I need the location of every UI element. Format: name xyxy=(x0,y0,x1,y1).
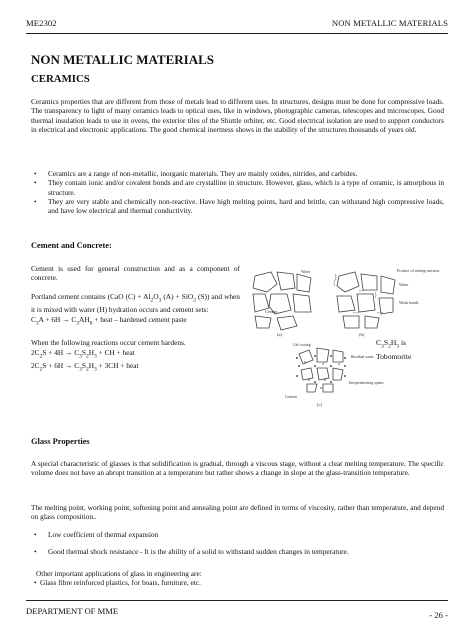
list-item: • Low coefficient of thermal expansion xyxy=(31,530,444,539)
cement-heading: Cement and Concrete: xyxy=(31,241,112,250)
figure-label-weak-bonds: Weak bonds xyxy=(399,300,419,305)
figure-label-product: Product of setting reaction xyxy=(397,268,440,273)
figure-panel-label-b: (b) xyxy=(359,332,365,337)
glass-bullet-list xyxy=(31,530,444,557)
header-title: NON METALLIC MATERIALS xyxy=(331,18,448,28)
figure-label-water: Water xyxy=(301,269,311,274)
tobomorite-note: $C_3S_2H_3$ is Tobomorite xyxy=(376,338,412,362)
figure-panel-a xyxy=(253,272,311,330)
figure-panel-label-a: (a) xyxy=(277,332,282,337)
glass-paragraph-2: The melting point, working point, softening point and annealing point are defined in terms of viscosity, rather than temperature, and depend on glass composition.. xyxy=(31,503,444,522)
equation-1: $C_3A + 6H \to C_3AH_6$ + heat – hardened cement paste xyxy=(31,314,187,327)
list-item: • They contain ionic and/or covalent bonds and are crystalline in structure. However, glass, which is a type of ceramic, is amorphous in structure. xyxy=(31,178,444,197)
portland-paragraph: Portland cement contains (CaO $(C) + Al_2O_3$ (A) + SiO$_2$ (S)) and when it is mixed with water (H) hydration occurs and cement sets: $C_3A + 6H \to C_3AH_6$ + heat – hardened cement paste xyxy=(31,291,240,327)
intro-paragraph: Ceramics properties that are different from those of metals lead to different uses. In structures, designs must be done for compressive loads. The transparency to light of many ceramics leads to optical uses, like in windows, photographic cameras, telescopes and microscopes. Good thermal insulation leads to use in ovens, the exterior tiles of the Shuttle orbiter, etc. Good electrical isolation are used to support conductors in electrical and electronic applications. The good chemical inertness shows in the stability of the structures thousands of years old. xyxy=(31,97,444,134)
figure-label-cement: Cement xyxy=(265,309,278,314)
footer-rule xyxy=(26,600,448,601)
cement-text-column xyxy=(31,264,240,375)
cement-hydration-figure xyxy=(247,266,447,411)
glass-paragraph-1: A special characteristic of glasses is that solidification is gradual, through a viscous stage, without a clear melting temperature. The specific volume does not have an abrupt transition at a temperature but rather shows a change in slope at the glass-transition temperature. xyxy=(31,459,444,478)
figure-panel-label-c: (c) xyxy=(317,402,322,407)
figure-label-cement-c: Cement xyxy=(285,395,297,399)
list-item: • They are very stable and chemically non-reactive. Have high melting points, hard and brittle, can withstand high compressive loads, and have low electrical and thermal conductivity. xyxy=(31,197,444,216)
department-name: DEPARTMENT OF MME xyxy=(26,606,119,616)
ceramics-bullet-list xyxy=(31,169,444,215)
list-item: • Ceramics are a range of non-metallic, inorganic materials. They are mainly oxides, nitrides, and carbides. xyxy=(31,169,444,178)
hardening-paragraph: When the following reactions occur cement hardens. $2C_2S + 4H \to C_3S_2H_3$ + CH + heat $2C_2S + 6H \to C_3S_2H_3 + 3CH$ + heat xyxy=(31,338,186,373)
figure-label-interpenetrating: Interpenetrating spines xyxy=(349,381,384,385)
list-item: • Good thermal shock resistance - It is the ability of a solid to withstand sudden changes in temperature. xyxy=(31,547,444,556)
page-number: - 26 - xyxy=(429,610,448,620)
cement-intro: Cement is used for general construction and as a component of concrete. xyxy=(31,264,240,283)
figure-label-gel-coating: Gel coating xyxy=(293,343,311,347)
glass-heading: Glass Properties xyxy=(31,437,90,446)
page-title: NON METALLIC MATERIALS xyxy=(31,52,214,67)
header-rule xyxy=(26,33,448,34)
list-item: • Glass fibre reinforced plastics, for boats, furniture, etc. xyxy=(31,578,444,587)
figure-panel-c xyxy=(299,348,343,392)
glass-applications-intro: Other important applications of glass in engineering are: xyxy=(36,569,202,578)
running-header xyxy=(26,18,448,32)
figure-label-water-b: Water xyxy=(399,282,409,287)
applications-bullet-list xyxy=(31,578,444,587)
course-code: ME2302 xyxy=(26,18,57,28)
figure-label-residual-water: Residual water xyxy=(351,355,374,359)
equation-3: $2C_2S + 6H \to C_3S_2H_3 + 3CH$ + heat xyxy=(31,361,139,373)
figure-panel-b xyxy=(337,272,395,328)
equation-2: $2C_2S + 4H \to C_3S_2H_3$ + CH + heat xyxy=(31,347,135,360)
section-heading: CERAMICS xyxy=(31,73,90,85)
